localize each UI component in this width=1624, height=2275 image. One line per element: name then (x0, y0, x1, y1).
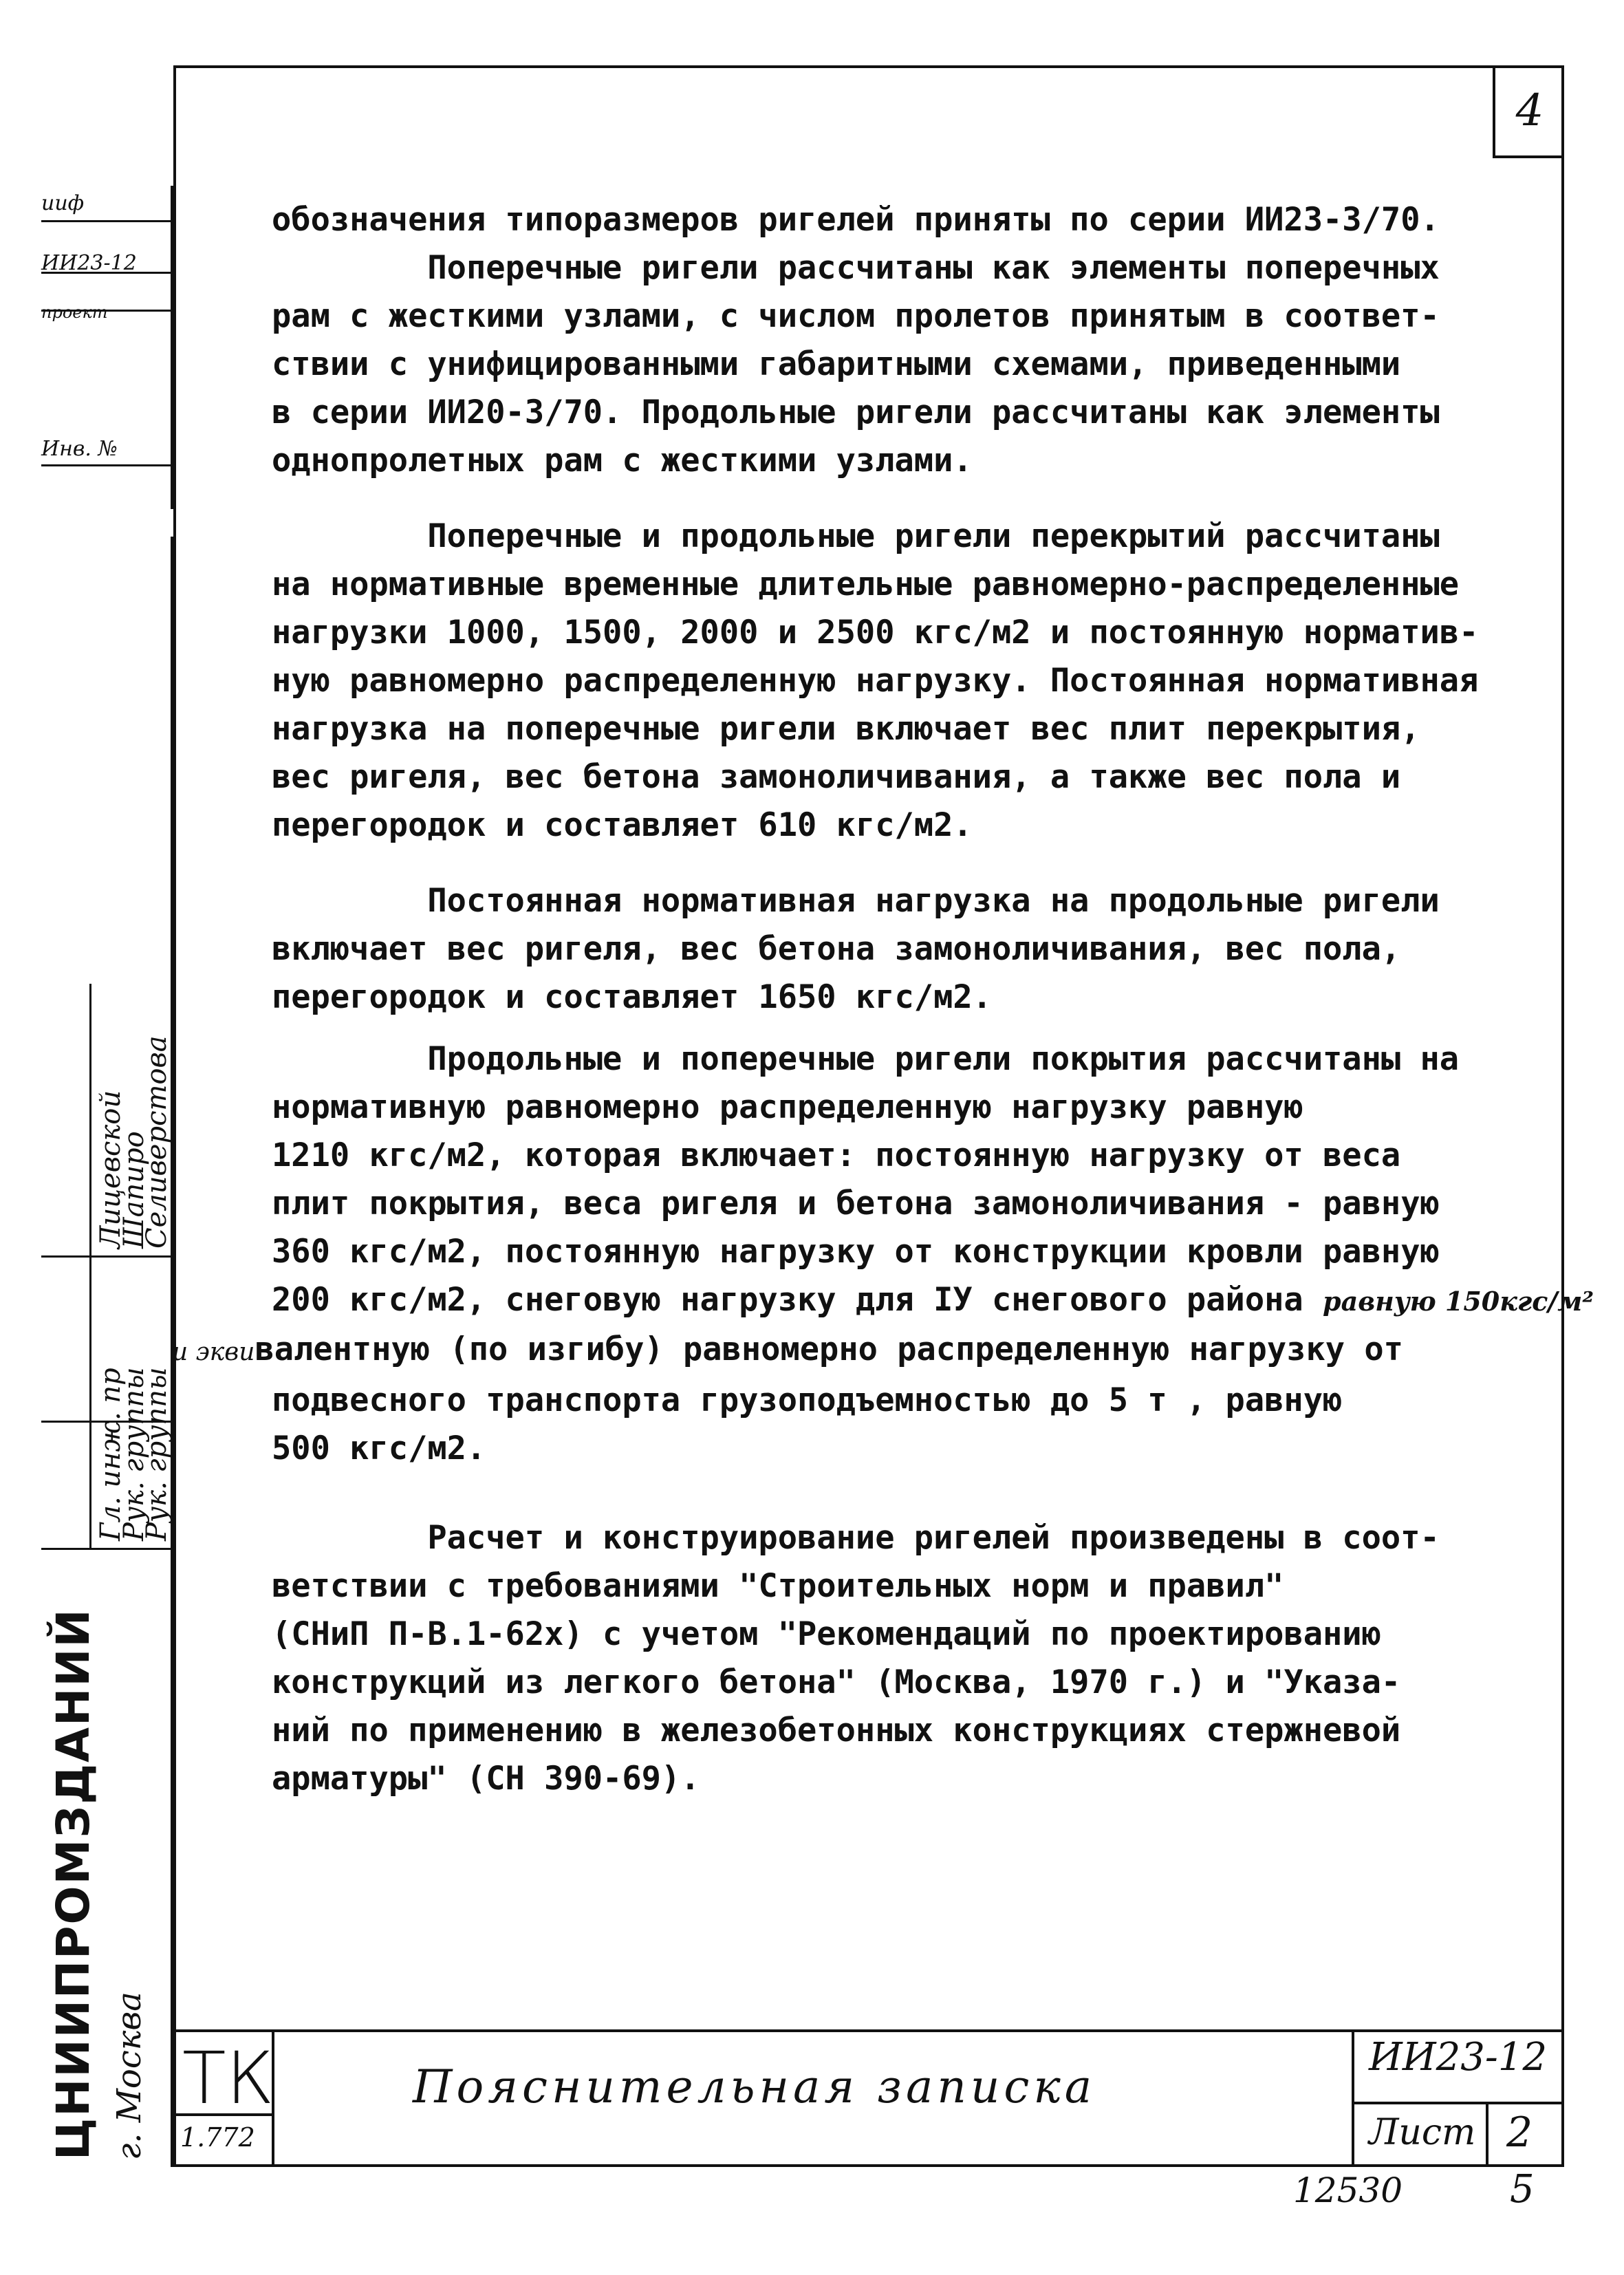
body-line: вес ригеля, вес бетона замоноличивания, а также вес пола и (272, 758, 1401, 796)
sheet-number: 2 (1506, 2109, 1533, 2157)
stamp-divider (89, 984, 91, 1548)
body-text (172, 196, 1594, 1803)
body-line: ний по применению в железобетонных конструкциях стержневой (272, 1712, 1401, 1749)
body-line: ствии с унифицированными габаритными схемами, приведенными (272, 345, 1401, 383)
handwritten-insert: равную 150кгс/м² (1323, 1286, 1594, 1317)
body-line: нагрузки 1000, 1500, 2000 и 2500 кгс/м2 и постоянную норматив- (272, 614, 1479, 651)
body-line: ную равномерно распределенную нагрузку. Постоянная нормативная (272, 662, 1479, 700)
body-line (272, 1276, 1594, 1326)
body-line: на нормативные временные длительные равномерно-распределенные (272, 565, 1460, 603)
stamp-divider (41, 464, 173, 466)
body-line-text: 200 кгс/м2, снеговую нагрузку для IУ снегового района (272, 1281, 1303, 1319)
stamp-name-2: Шапиро (118, 1131, 150, 1249)
left-stamp-top (41, 186, 173, 509)
stamp-name-3: Селиверстова (141, 1035, 173, 1249)
stamp-iif: ииф (41, 191, 85, 215)
title-block-divider (1352, 2102, 1564, 2104)
stamp-divider (41, 272, 173, 274)
stamp-divider (41, 310, 173, 312)
series-code: ИИ23-12 (1369, 2035, 1548, 2080)
body-line: рам с жесткими узлами, с числом пролетов принятым в соответ- (272, 297, 1440, 335)
title-block-divider (1352, 2029, 1354, 2167)
body-line: 1210 кгс/м2, которая включает: постоянную нагрузку от веса (272, 1136, 1401, 1174)
body-line: 500 кгс/м2. (272, 1430, 486, 1467)
body-line: Постоянная нормативная нагрузка на продольные ригели (272, 882, 1440, 920)
tk-label: ТК (182, 2036, 274, 2120)
body-line: Расчет и конструирование ригелей произведены в соот- (272, 1519, 1440, 1557)
body-line: Продольные и поперечные ригели покрытия рассчитаны на (272, 1040, 1460, 1078)
body-line: конструкций из легкого бетона" (Москва, 1970 г.) и "Указа- (272, 1663, 1401, 1701)
stamp-inv-no: Инв. № (41, 437, 118, 461)
body-line (172, 1326, 1530, 1377)
body-line: перегородок и составляет 1650 кгс/м2. (272, 978, 992, 1016)
body-line: 360 кгс/м2, постоянную нагрузку от конструкции кровли равную (272, 1233, 1440, 1271)
small-number: 1.772 (180, 2122, 255, 2153)
body-line: обозначения типоразмеров ригелей приняты по серии ИИ23-3/70. (272, 201, 1440, 239)
stamp-divider (41, 1548, 173, 1550)
body-line: арматуры" (СН 390-69). (272, 1760, 700, 1798)
sheet-label: Лист (1369, 2112, 1476, 2153)
body-line: в серии ИИ20-3/70. Продольные ригели рассчитаны как элементы (272, 393, 1440, 431)
stamp-role-2: Рук. группы (118, 1367, 150, 1541)
body-line: (СНиП П-В.1-62х) с учетом "Рекомендаций по проектированию (272, 1615, 1381, 1653)
body-line: нормативную равномерно распределенную нагрузку равную (272, 1088, 1303, 1126)
body-line: Поперечные ригели рассчитаны как элементы поперечных (272, 249, 1440, 287)
body-line: перегородок и составляет 610 кгс/м2. (272, 806, 973, 844)
body-line: плит покрытия, веса ригеля и бетона замоноличивания - равную (272, 1185, 1440, 1222)
title-block-divider (1486, 2102, 1488, 2167)
stamp-divider (41, 1255, 173, 1258)
stamp-role-1: Гл. инж. пр (95, 1368, 127, 1541)
body-line: Поперечные и продольные ригели перекрытий рассчитаны (272, 517, 1440, 555)
body-line: нагрузка на поперечные ригели включает вес плит перекрытия, (272, 710, 1420, 748)
stamp-role-3: Рук. группы (141, 1367, 173, 1541)
organization-name: ЦНИИПРОМЗДАНИЙ (47, 1608, 100, 2160)
body-line: включает вес ригеля, вес бетона замоноличивания, вес пола, (272, 930, 1401, 968)
stamp-name-1: Лицевской (95, 1090, 127, 1249)
body-line: подвесного транспорта грузоподъемностью до 5 т , равную (272, 1381, 1343, 1419)
handwritten-insert-start: и экви (172, 1338, 255, 1366)
archive-number: 5 (1510, 2167, 1535, 2212)
body-line-text: валентную (по изгибу) равномерно распределенную нагрузку от (255, 1330, 1403, 1368)
organization-city: г. Москва (110, 1992, 149, 2160)
document-title: Пояснительная записка (413, 2060, 1096, 2113)
stamp-divider (41, 220, 173, 222)
page-number: 4 (1493, 65, 1564, 158)
stamp-series: ИИ23-12 (41, 251, 137, 275)
stamp-project: проект (41, 303, 108, 322)
body-line: ветствии с требованиями "Строительных норм и правил" (272, 1567, 1284, 1605)
body-line: однопролетных рам с жесткими узлами. (272, 442, 973, 479)
title-block-border (173, 2029, 1564, 2032)
archive-code: 12530 (1293, 2170, 1403, 2210)
